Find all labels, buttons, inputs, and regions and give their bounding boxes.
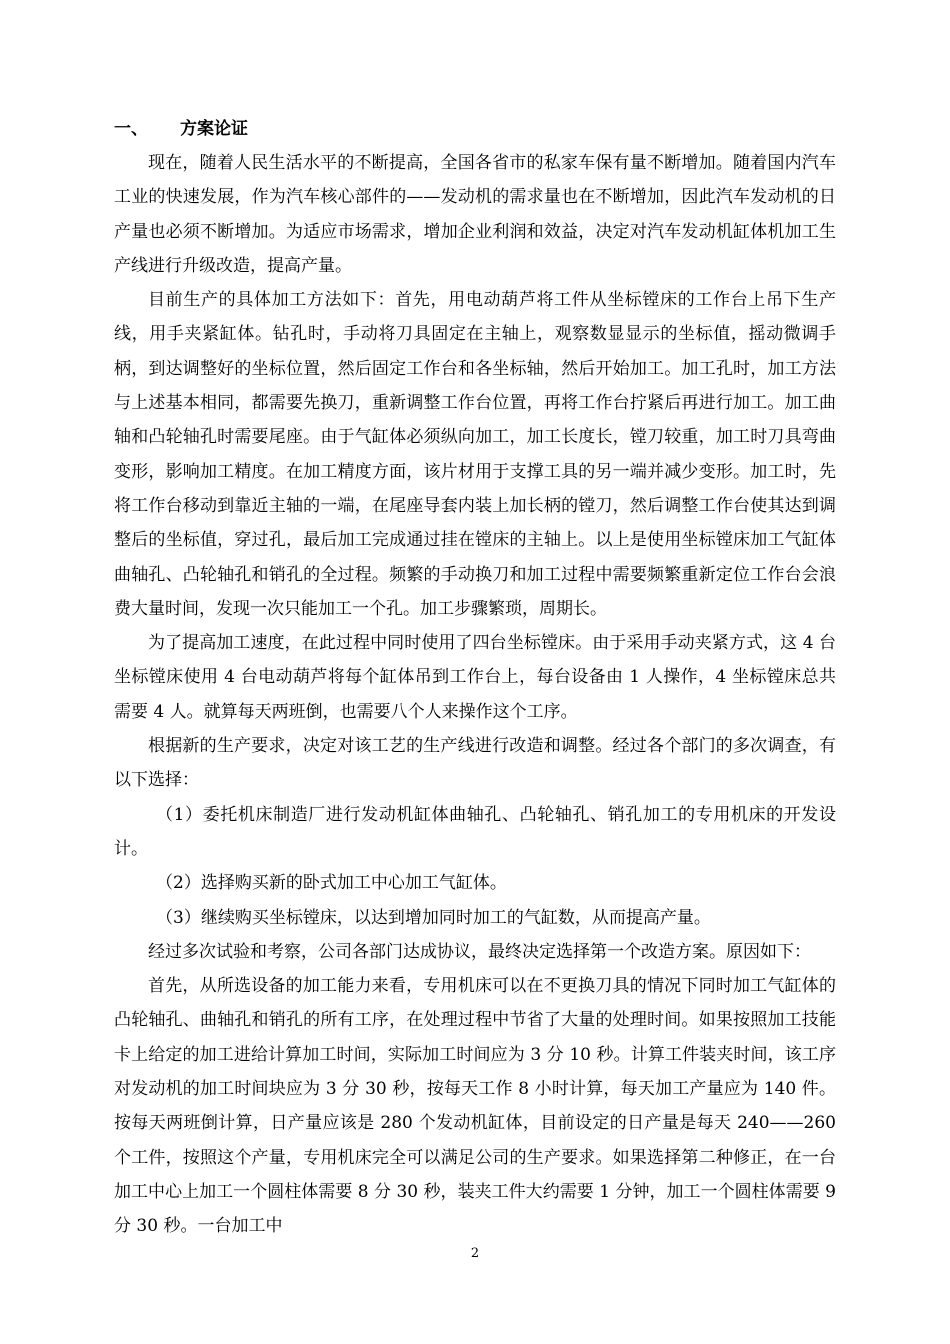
paragraph-choices: 根据新的生产要求，决定对该工艺的生产线进行改造和调整。经过各个部门的多次调查，有以下选择： bbox=[114, 736, 836, 791]
option-item-2: （2）选择购买新的卧式加工中心加工气缸体。 bbox=[156, 873, 507, 894]
section-heading bbox=[114, 112, 836, 146]
section-number: 一、 bbox=[114, 119, 148, 139]
page-number: 2 bbox=[470, 1246, 480, 1261]
option-item-3: （3）继续购买坐标镗床，以达到增加同时加工的气缸数，从而提高产量。 bbox=[156, 907, 711, 928]
option-item-1: （1）委托机床制造厂进行发动机缸体曲轴孔、凸轮轴孔、销孔加工的专用机床的开发设计。 bbox=[114, 804, 836, 859]
paragraph-current-method: 目前生产的具体加工方法如下：首先，用电动葫芦将工件从坐标镗床的工作台上吊下生产线，用手夹紧缸体。钻孔时，手动将刀具固定在主轴上，观察数显显示的坐标值，摇动微调手柄，到达调整好的坐标位置，然后固定工作台和各坐标轴，然后开始加工。加工孔时，加工方法与上述基本相同，都需要先换刀，重新调整工作台位置，再将工作台拧紧后再进行加工。加工曲轴和凸轮轴孔时需要尾座。由于气缸体必须纵向加工，加工长度长，镗刀较重，加工时刀具弯曲变形，影响加工精度。在加工精度方面，该片材用于支撑工具的另一端并减少变形。加工时，先将工作台移动到靠近主轴的一端，在尾座导套内装上加长柄的镗刀，然后调整工作台使其达到调整后的坐标值，穿过孔，最后加工完成通过挂在镗床的主轴上。以上是使用坐标镗床加工气缸体曲轴孔、凸轮轴孔和销孔的全过程。频繁的手动换刀和加工过程中需要频繁重新定位工作台会浪费大量时间，发现一次只能加工一个孔。加工步骤繁琐，周期长。 bbox=[114, 290, 836, 619]
paragraph-four-machines: 为了提高加工速度，在此过程中同时使用了四台坐标镗床。由于采用手动夹紧方式，这 4 台坐标镗床使用 4 台电动葫芦将每个缸体吊到工作台上，每台设备由 1 人操作，4 坐标镗床总共需要 4 人。就算每天两班倒，也需要八个人来操作这个工序。 bbox=[114, 633, 836, 722]
paragraph-decision: 经过多次试验和考察，公司各部门达成协议，最终决定选择第一个改造方案。原因如下： bbox=[148, 941, 811, 962]
paragraph-reason-first: 首先，从所选设备的加工能力来看，专用机床可以在不更换刀具的情况下同时加工气缸体的凸轮轴孔、曲轴孔和销孔的所有工序，在处理过程中节省了大量的处理时间。如果按照加工技能卡上给定的加工进给计算加工时间，实际加工时间应为 3 分 10 秒。计算工件装夹时间，该工序对发动机的加工时间块应为 3 分 30 秒，按每天工作 8 小时计算，每天加工产量应为 140 件。按每天两班倒计算，日产量应该是 280 个发动机缸体，目前设定的日产量是每天 240——260 个工件，按照这个产量，专用机床完全可以满足公司的生产要求。如果选择第二种修正，在一台加工中心上加工一个圆柱体需要 8 分 30 秒，装夹工件大约需要 1 分钟，加工一个圆柱体需要 9 分 30 秒。一台加工中 bbox=[114, 976, 836, 1237]
paragraph-intro: 现在，随着人民生活水平的不断提高，全国各省市的私家车保有量不断增加。随着国内汽车工业的快速发展，作为汽车核心部件的——发动机的需求量也在不断增加，因此汽车发动机的日产量也必须不断增加。为适应市场需求，增加企业利润和效益，决定对汽车发动机缸体机加工生产线进行升级改造，提高产量。 bbox=[114, 153, 836, 276]
document-body bbox=[114, 112, 836, 1244]
section-title: 方案论证 bbox=[180, 119, 248, 139]
